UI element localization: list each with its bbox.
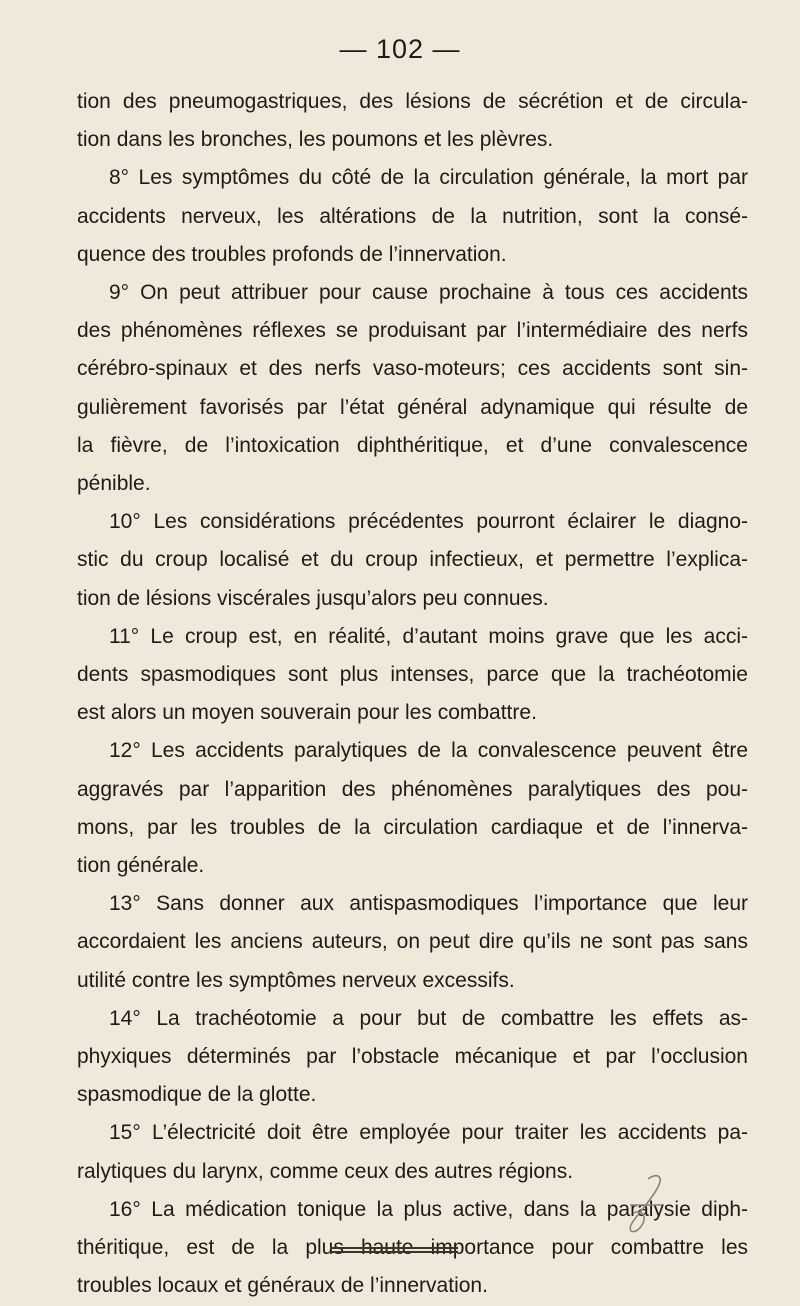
text-line: utilité contre les symptômes nerveux excessifs.: [77, 968, 515, 992]
text-line: tion des pneumogastriques, des lésions de sécrétion et de circula-: [77, 90, 748, 113]
text-line: quence des troubles profonds de l’innervation.: [77, 242, 507, 266]
text-line: des phénomènes réflexes se produisant par l’intermédiaire des nerfs: [77, 319, 748, 343]
handwritten-mark: [610, 1165, 680, 1245]
text-line: 15° L’électricité doit être employée pour traiter les accidents pa-: [109, 1121, 748, 1145]
body-text: [77, 83, 748, 1306]
text-line: accidents nerveux, les altérations de la nutrition, sont la consé-: [77, 204, 748, 228]
text-line: est alors un moyen souverain pour les combattre.: [77, 701, 537, 725]
page-number: — 102 —: [339, 34, 461, 64]
text-line: théritique, est de la plus haute importance pour combattre les: [77, 1236, 748, 1260]
text-line: la fièvre, de l’intoxication diphthéritique, et d’une convalescence: [77, 433, 748, 457]
text-line: accordaient les anciens auteurs, on peut dire qu’ils ne sont pas sans: [77, 930, 748, 954]
text-line: 16° La médication tonique la plus active, dans la paralysie diph-: [109, 1197, 748, 1221]
text-line: mons, par les troubles de la circulation cardiaque et de l’innerva-: [77, 815, 748, 839]
text-line: cérébro-spinaux et des nerfs vaso-moteurs; ces accidents sont sin-: [77, 357, 748, 381]
footer-rule: [330, 1247, 458, 1249]
text-line: 11° Le croup est, en réalité, d’autant moins grave que les acci-: [109, 624, 748, 648]
text-line: spasmodique de la glotte.: [77, 1083, 317, 1107]
footer-rule: [330, 1251, 458, 1253]
text-line: 8° Les symptômes du côté de la circulation générale, la mort par: [109, 166, 748, 190]
text-line: 12° Les accidents paralytiques de la convalescence peuvent être: [109, 739, 748, 763]
text-line: 10° Les considérations précédentes pourront éclairer le diagno-: [109, 510, 748, 534]
text-line: 9° On peut attribuer pour cause prochaine à tous ces accidents: [109, 281, 748, 305]
text-line: ralytiques du larynx, comme ceux des autres régions.: [77, 1159, 574, 1183]
text-line: phyxiques déterminés par l’obstacle mécanique et par l’occlusion: [77, 1045, 748, 1069]
text-line: gulièrement favorisés par l’état général adynamique qui résulte de: [77, 395, 748, 419]
text-line: pénible.: [77, 472, 151, 496]
text-line: tion dans les bronches, les poumons et les plèvres.: [77, 128, 554, 152]
text-line: troubles locaux et généraux de l’innervation.: [77, 1274, 488, 1298]
text-line: 13° Sans donner aux antispasmodiques l’importance que leur: [109, 892, 748, 916]
text-line: 14° La trachéotomie a pour but de combattre les effets as-: [109, 1006, 748, 1030]
text-line: tion générale.: [77, 854, 205, 878]
text-line: dents spasmodiques sont plus intenses, parce que la trachéotomie: [77, 663, 748, 687]
text-line: aggravés par l’apparition des phénomènes paralytiques des pou-: [77, 777, 748, 801]
text-line: tion de lésions viscérales jusqu’alors peu connues.: [77, 586, 549, 610]
text-line: stic du croup localisé et du croup infectieux, et permettre l’explica-: [77, 548, 748, 572]
